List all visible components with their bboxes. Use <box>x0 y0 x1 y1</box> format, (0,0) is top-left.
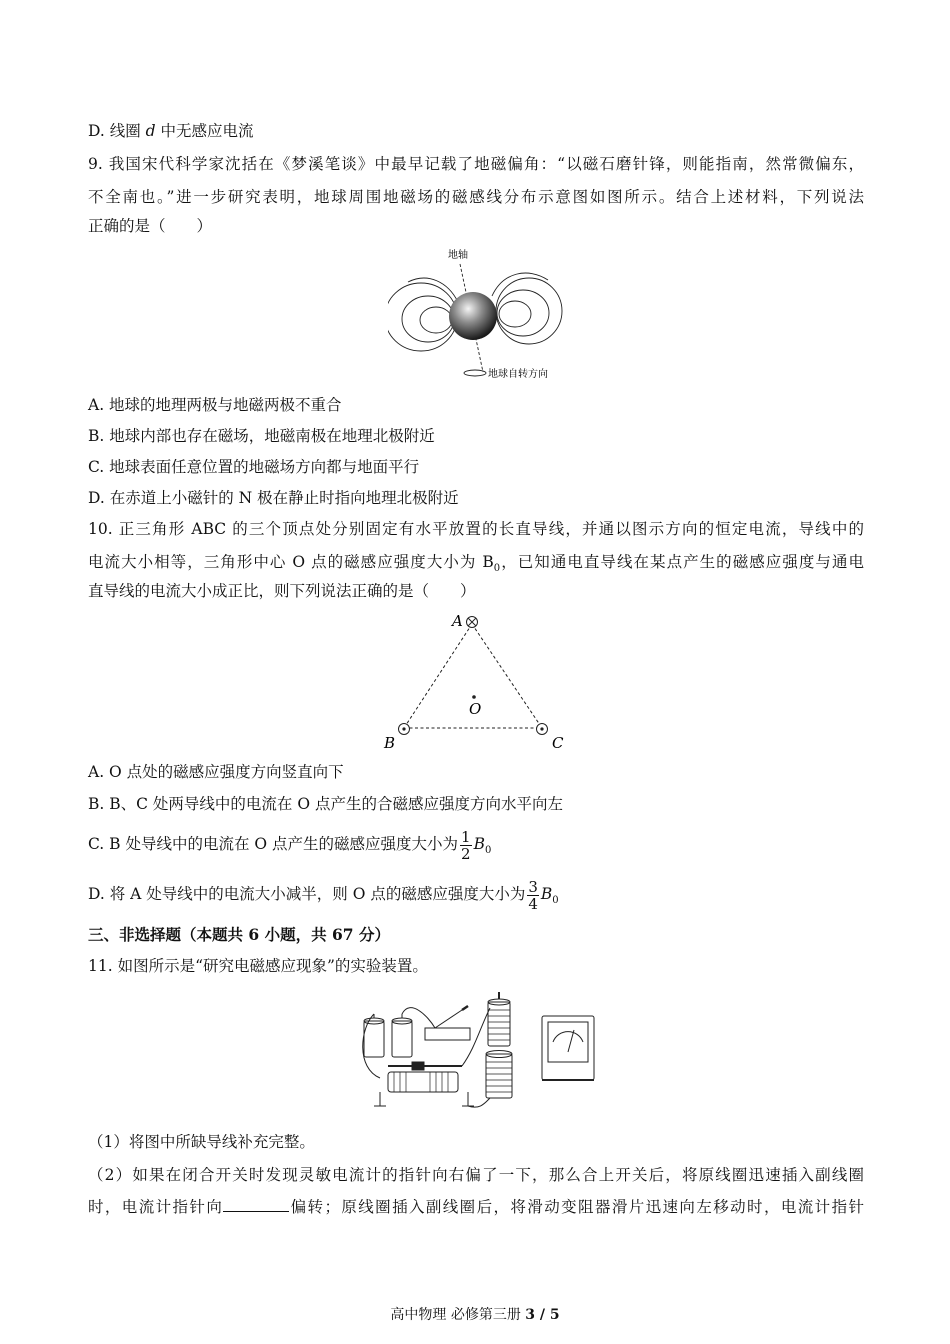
q10-stem-line1: 10. 正三角形 ABC 的三个顶点处分别固定有水平放置的长直导线，并通以图示方向的恒定电流，导线中的 <box>88 520 864 538</box>
q10-stem-line2a: 电流大小相等，三角形中心 O 点的磁感应强度大小为 B <box>88 553 494 571</box>
q10-stem-line2b: ，已知通电直导线在某点产生的磁感应强度与通电 <box>500 553 864 571</box>
b-subscript: 0 <box>484 845 492 857</box>
q10-option-a: A. O 点处的磁感应强度方向竖直向下 <box>88 763 344 781</box>
fraction-three-quarters <box>527 879 539 912</box>
fraction-denominator: 4 <box>528 894 538 913</box>
rotation-arrow-icon <box>464 370 486 376</box>
b-symbol: B <box>540 885 553 903</box>
secondary-coil-icon <box>486 1051 512 1099</box>
q10-stem-line2 <box>88 551 864 580</box>
answer-blank[interactable] <box>223 1197 289 1212</box>
q11-sub2-line2 <box>88 1196 864 1218</box>
triangle-abc-figure <box>380 608 570 754</box>
q10-option-d <box>88 876 559 919</box>
page-footer <box>0 1304 950 1324</box>
q11-sub2-line2a: 时，电流计指针向 <box>88 1198 224 1216</box>
label-o: O <box>469 700 482 718</box>
rheostat-icon <box>374 1062 474 1106</box>
page-number: 3 / 5 <box>525 1307 560 1323</box>
label-c: C <box>552 734 564 752</box>
q11-sub2-line1: （2）如果在闭合开关时发现灵敏电流计的指针向右偏了一下，那么合上开关后，将原线圈迅速插入副线圈 <box>88 1166 864 1184</box>
q8-option-d-var: d <box>145 122 156 140</box>
q8-option-d <box>88 120 254 142</box>
q8-option-d-prefix: D. 线圈 <box>88 122 146 140</box>
center-o-point <box>472 695 476 699</box>
b-symbol: B <box>473 835 485 853</box>
q10-option-c <box>88 826 491 869</box>
q10-option-c-text: C. B 处导线中的电流在 O 点产生的磁感应强度大小为 <box>88 835 459 853</box>
wire-b-out-of-page-icon <box>399 724 410 735</box>
q11-sub1: （1）将图中所缺导线补充完整。 <box>88 1133 315 1151</box>
q10-option-d-text: D. 将 A 处导线中的电流大小减半，则 O 点的磁感应强度大小为 <box>88 885 526 903</box>
q11-stem: 11. 如图所示是“研究电磁感应现象”的实验装置。 <box>88 957 428 975</box>
fraction-numerator: 1 <box>461 827 471 846</box>
q10-stem-line3: 直导线的电流大小成正比，则下列说法正确的是（ ） <box>88 582 476 600</box>
wire-a-into-page-icon <box>467 617 478 628</box>
fraction-one-half <box>460 829 472 862</box>
footer-text: 高中物理 必修第三册 <box>390 1307 526 1323</box>
q9-option-a: A. 地球的地理两极与地磁两极不重合 <box>88 396 342 414</box>
earth-magnetic-field-figure <box>388 242 563 382</box>
section-3-title: 三、非选择题（本题共 6 小题，共 67 分） <box>88 925 390 944</box>
fraction-denominator: 2 <box>461 844 471 863</box>
q10-option-b: B. B、C 处两导线中的电流在 O 点产生的合磁感应强度方向水平向左 <box>88 795 563 813</box>
q9-stem-line1: 9. 我国宋代科学家沈括在《梦溪笔谈》中最早记载了地磁偏角：“以磁石磨针锋，则能指南，然常微偏东， <box>88 155 864 173</box>
label-b: B <box>384 734 396 752</box>
battery-icon <box>392 1014 412 1057</box>
rotation-direction-label: 地球自转方向 <box>488 369 548 380</box>
earth-axis-label: 地轴 <box>448 250 468 261</box>
q8-option-d-suffix: 中无感应电流 <box>155 122 254 140</box>
q10-b0-sub: 0 <box>493 563 501 575</box>
q9-option-c: C. 地球表面任意位置的地磁场方向都与地面平行 <box>88 458 420 476</box>
q11-sub2-line2b: 偏转；原线圈插入副线圈后，将滑动变阻器滑片迅速向左移动时，电流计指针 <box>289 1198 864 1216</box>
fraction-numerator: 3 <box>528 877 538 896</box>
earth-sphere <box>449 292 497 340</box>
q9-stem-line2: 不全南也。”进一步研究表明，地球周围地磁场的磁感线分布示意图如图所示。结合上述材料，下列说法 <box>88 188 864 206</box>
wire-c-out-of-page-icon <box>537 724 548 735</box>
induction-apparatus-figure <box>350 988 610 1112</box>
galvanometer-icon <box>542 1016 594 1080</box>
q9-option-d: D. 在赤道上小磁针的 N 极在静止时指向地理北极附近 <box>88 489 459 507</box>
battery-icon <box>364 1014 384 1057</box>
q9-stem-line3: 正确的是（ ） <box>88 217 213 235</box>
q9-option-b: B. 地球内部也存在磁场，地磁南极在地理北极附近 <box>88 427 435 445</box>
b-subscript: 0 <box>552 895 559 907</box>
label-a: A <box>452 612 463 630</box>
primary-coil-icon <box>488 992 510 1046</box>
